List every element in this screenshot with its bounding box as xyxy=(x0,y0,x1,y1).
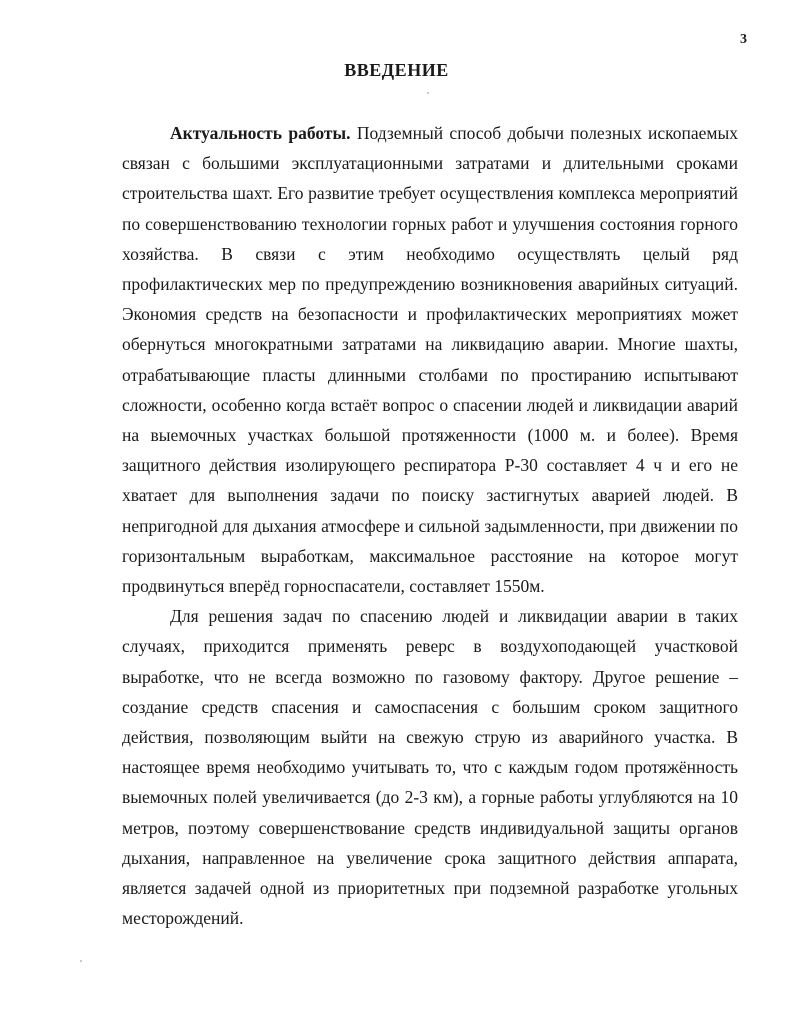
paragraph-solutions: Для решения задач по спасению людей и ликвидации аварии в таких случаях, приходится применять реверс в воздухоподающей участковой выработке, что не всегда возможно по газовому фактору. Другое решение – создание средств спасения и самоспасения с большим сроком защитного действия, позволяющим выйти на свежую струю из аварийного участка. В настоящее время необходимо учитывать то, что с каждым годом протяжённость выемочных полей увеличивается (до 2-3 км), а горные работы углубляются на 10 метров, поэтому совершенствование средств индивидуальной защиты органов дыхания, направленное на увеличение срока защитного действия аппарата, является задачей одной из приоритетных при подземной разработке угольных месторождений. xyxy=(122,606,738,929)
paragraph-relevance xyxy=(122,118,738,601)
paragraph-lead: Актуальность работы. xyxy=(170,123,351,143)
section-title: ВВЕДЕНИЕ xyxy=(344,60,449,80)
scan-speck xyxy=(427,92,429,94)
body-text xyxy=(122,118,738,933)
page-number: 3 xyxy=(740,32,747,47)
scan-speck xyxy=(80,960,82,962)
paragraph-text: Подземный способ добычи полезных ископаемых связан с большими эксплуатационными затратами и длительными сроками строительства шахт. Его развитие требует осуществления комплекса мероприятий по совершенствованию технологии горных работ и улучшения состояния горного хозяйства. В связи с этим необходимо осуществлять целый ряд профилактических мер по предупреждению возникновения аварийных ситуаций. Экономия средств на безопасности и профилактических мероприятиях может обернуться многократными затратами на ликвидацию аварии. Многие шахты, отрабатывающие пласты длинными столбами по простиранию испытывают сложности, особенно когда встаёт вопрос о спасении людей и ликвидации аварий на выемочных участках большой протяженности (1000 м. и более). Время защитного действия изолирующего респиратора Р-30 составляет 4 ч и его не хватает для выполнения задачи по поиску застигнутых аварией людей. В непригодной для дыхания атмосфере и сильной задымленности, при движении по горизонтальным выработкам, максимальное расстояние на которое могут продвинуться вперёд горноспасатели, составляет 1550м. xyxy=(122,123,738,597)
